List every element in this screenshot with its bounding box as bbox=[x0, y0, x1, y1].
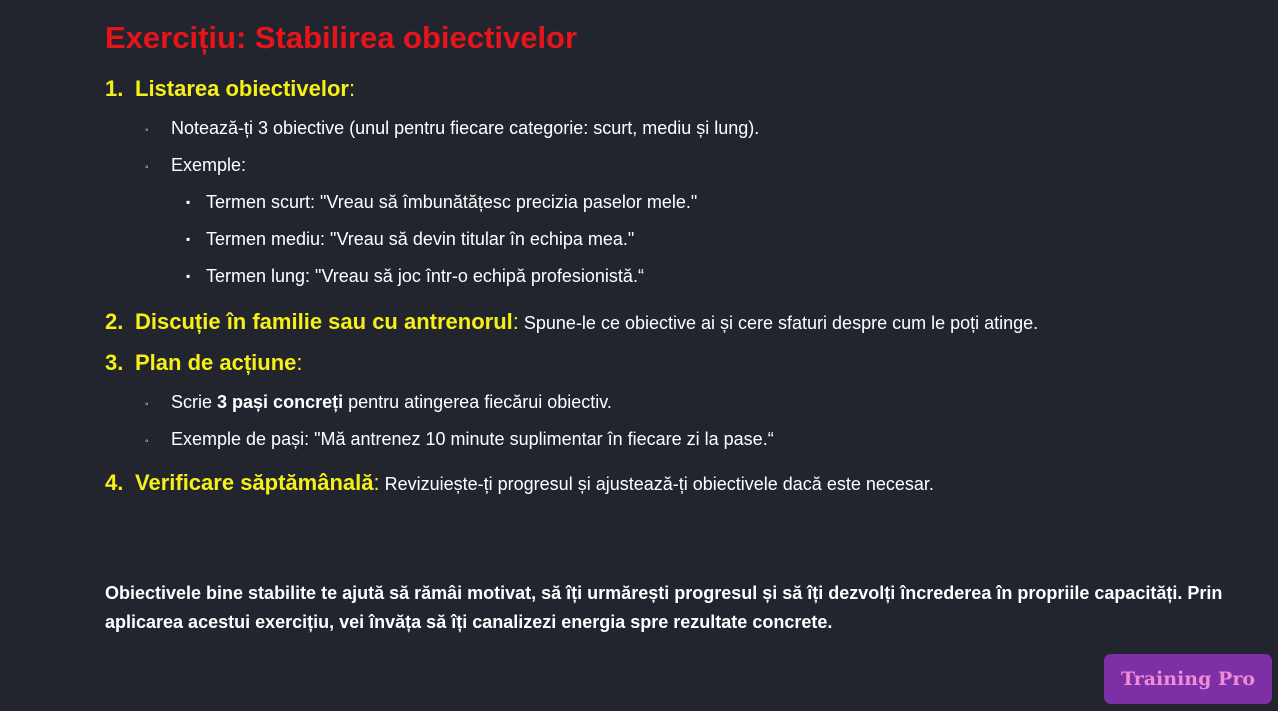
square-bullet-icon: ▪ bbox=[186, 269, 191, 283]
section-3-number: 3. bbox=[105, 350, 124, 375]
section-4-heading bbox=[105, 468, 1225, 499]
slide-title: Exercițiu: Stabilirea obiectivelor bbox=[105, 20, 578, 55]
section-4-title: Verificare săptămânală bbox=[135, 470, 374, 495]
section-4-text: Revizuiește-ți progresul și ajustează-ți obiectivele dacă este necesar. bbox=[384, 474, 934, 494]
section-1-number: 1. bbox=[105, 76, 124, 101]
write-suffix: pentru atingerea fiecărui obiectiv. bbox=[348, 392, 612, 412]
circle-bullet-icon: ◦ bbox=[145, 436, 149, 447]
exercise-content bbox=[105, 70, 1225, 499]
section-2-number: 2. bbox=[105, 309, 124, 334]
example-short-term-text: Termen scurt: "Vreau să îmbunătățesc precizia paselor mele." bbox=[206, 192, 698, 212]
section-3-title: Plan de acțiune bbox=[135, 350, 297, 375]
section-4-colon: : bbox=[373, 470, 380, 495]
note-text: Notează-ți 3 obiective (unul pentru fiecare categorie: scurt, mediu și lung). bbox=[171, 118, 760, 138]
list-item-write-steps bbox=[105, 384, 1225, 421]
section-2-text: Spune-le ce obiective ai și cere sfaturi despre cum le poți atinge. bbox=[523, 313, 1039, 333]
circle-bullet-icon: ◦ bbox=[145, 399, 149, 410]
square-bullet-icon: ▪ bbox=[186, 232, 191, 246]
section-3-colon: : bbox=[296, 350, 303, 375]
example-long-term-text: Termen lung: "Vreau să joc într-o echipă profesionistă.“ bbox=[206, 266, 644, 286]
example-medium-term-text: Termen mediu: "Vreau să devin titular în echipa mea." bbox=[206, 229, 635, 249]
section-2-title: Discuție în familie sau cu antrenorul bbox=[135, 309, 513, 334]
section-2-colon: : bbox=[512, 309, 519, 334]
section-1-title: Listarea obiectivelor bbox=[135, 76, 349, 101]
write-prefix: Scrie bbox=[171, 392, 213, 412]
section-1-heading bbox=[105, 74, 1225, 104]
section-3-heading bbox=[105, 348, 1225, 378]
training-pro-badge bbox=[1104, 654, 1272, 704]
example-long-term bbox=[105, 258, 1225, 295]
badge-label: Training Pro bbox=[1120, 668, 1255, 690]
list-item-examples bbox=[105, 147, 1225, 184]
closing-paragraph: Obiectivele bine stabilite te ajută să rămâi motivat, să îți urmărești progresul și să îți dezvolți încrederea în propriile capacități. Prin aplicarea acestui exercițiu, vei învăța să îți canalizezi energia spre rezultate concrete. bbox=[105, 583, 1223, 632]
circle-bullet-icon: ◦ bbox=[145, 125, 149, 136]
example-short-term bbox=[105, 184, 1225, 221]
examples-label: Exemple: bbox=[171, 155, 247, 175]
section-4-number: 4. bbox=[105, 470, 124, 495]
list-item-example-steps bbox=[105, 421, 1225, 458]
square-bullet-icon: ▪ bbox=[186, 195, 191, 209]
section-2-heading bbox=[105, 307, 1225, 338]
circle-bullet-icon: ◦ bbox=[145, 162, 149, 173]
list-item-note bbox=[105, 110, 1225, 147]
example-steps-text: Exemple de pași: "Mă antrenez 10 minute suplimentar în fiecare zi la pase.“ bbox=[171, 429, 774, 449]
write-bold: 3 pași concreți bbox=[217, 392, 344, 412]
example-medium-term bbox=[105, 221, 1225, 258]
section-1-colon: : bbox=[348, 76, 356, 101]
